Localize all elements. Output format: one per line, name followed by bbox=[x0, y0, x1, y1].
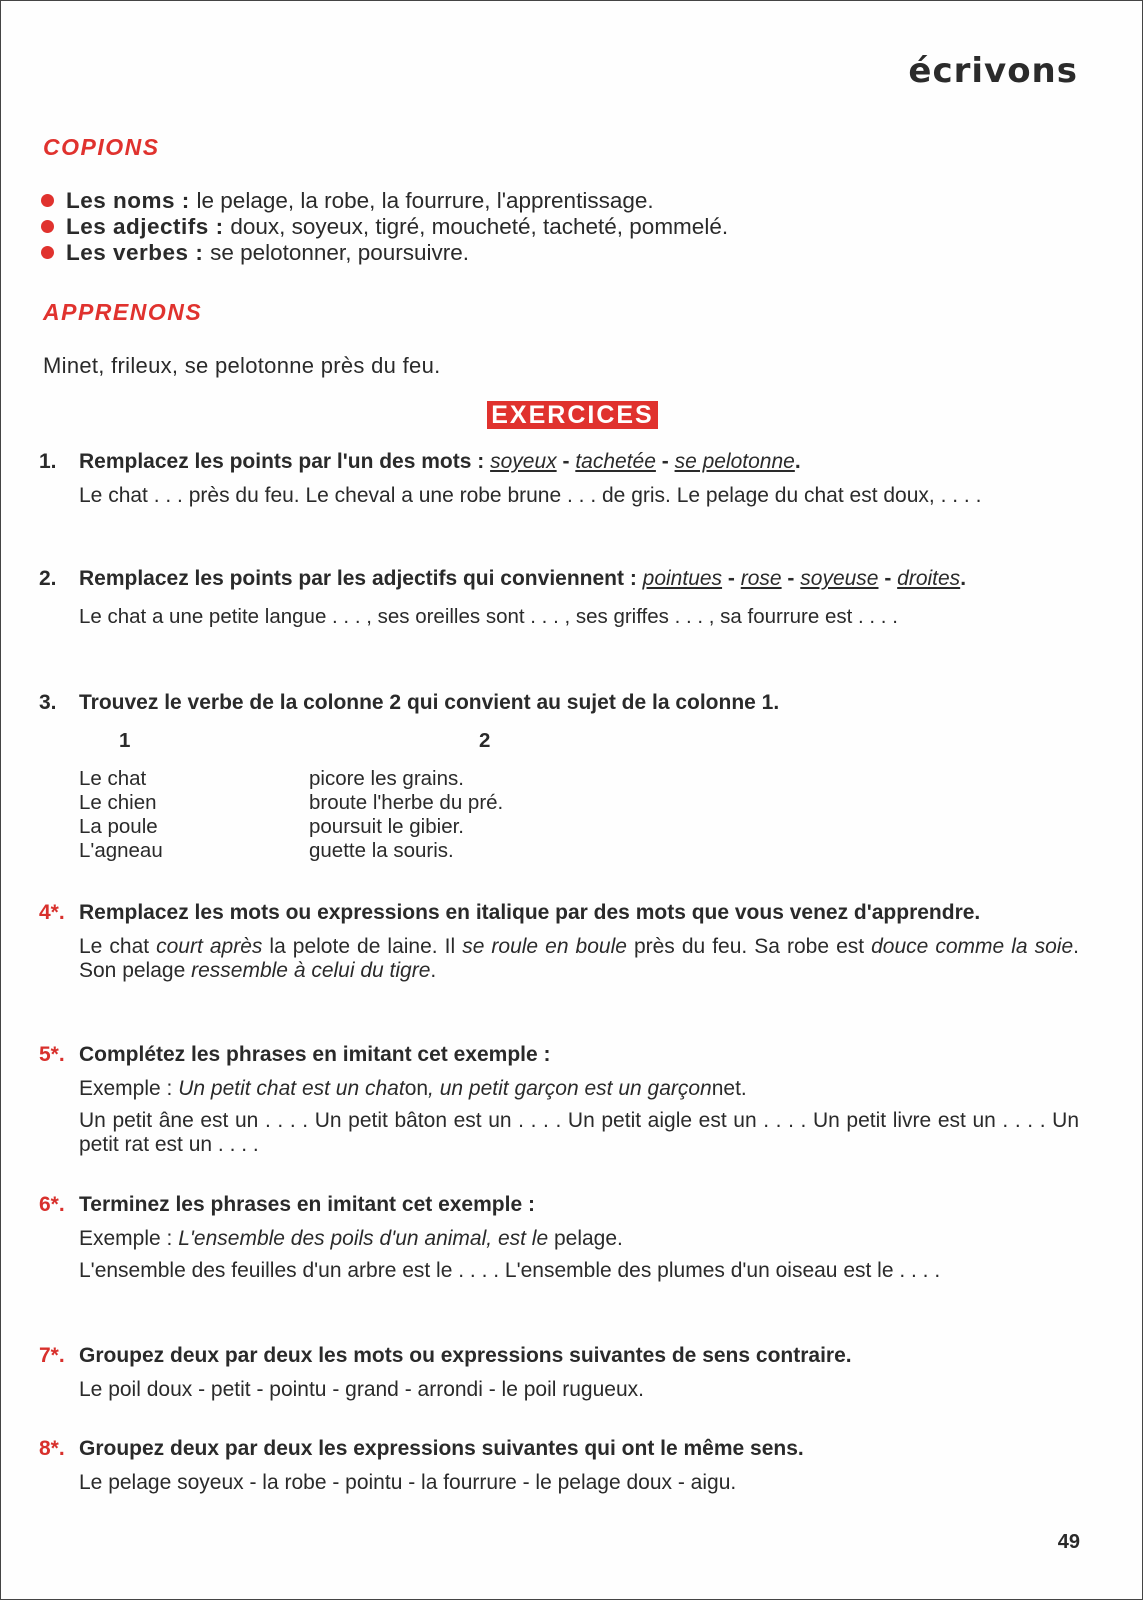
copions-row-adjectifs bbox=[41, 214, 728, 240]
word-option: se pelotonne bbox=[674, 450, 795, 473]
column-1-header: 1 bbox=[119, 729, 131, 752]
exercise-1 bbox=[39, 450, 1079, 508]
instruction-text: Trouvez le verbe de la colonne 2 qui convient au sujet de la colonne 1. bbox=[79, 691, 780, 714]
exercise-3-instruction bbox=[39, 691, 1079, 715]
text-run: la pelote de laine. Il bbox=[262, 935, 463, 958]
instruction-text: Terminez les phrases en imitant cet exemple : bbox=[79, 1193, 535, 1216]
exercices-title-wrap bbox=[1, 401, 1143, 429]
dash: - bbox=[781, 567, 801, 590]
example-line bbox=[79, 1227, 1079, 1251]
copions-row-noms bbox=[41, 188, 728, 214]
bullet-icon bbox=[41, 220, 54, 233]
copions-value: se pelotonner, poursuivre. bbox=[210, 240, 469, 265]
exercise-2-text: Le chat a une petite langue . . . , ses oreilles sont . . . , ses griffes . . . , sa fourrure est . . . . bbox=[79, 605, 898, 628]
word-option: soyeuse bbox=[800, 567, 879, 590]
exercise-6-text bbox=[39, 1227, 1079, 1283]
instruction-text: Groupez deux par deux les mots ou expressions suivantes de sens contraire. bbox=[79, 1344, 852, 1367]
exercise-1-text: Le chat . . . près du feu. Le cheval a une robe brune . . . de gris. Le pelage du chat est doux, . . . . bbox=[79, 484, 982, 507]
bullet-icon bbox=[41, 246, 54, 259]
exercise-number: 8*. bbox=[39, 1437, 65, 1460]
example-label: Exemple : bbox=[79, 1227, 179, 1250]
exercices-title: EXERCICES bbox=[487, 401, 657, 429]
text-run: pelage. bbox=[548, 1227, 623, 1250]
italic-run: est le bbox=[497, 1227, 549, 1250]
column-1-item: Le chat bbox=[79, 767, 147, 790]
dash: - bbox=[556, 450, 576, 473]
exercise-number: 3. bbox=[39, 691, 57, 714]
word-option: pointues bbox=[642, 567, 723, 590]
word-option: soyeux bbox=[490, 450, 557, 473]
exercise-1-instruction bbox=[39, 450, 1079, 474]
exercise-number: 2. bbox=[39, 567, 57, 590]
copions-value: le pelage, la robe, la fourrure, l'apprentissage. bbox=[196, 188, 654, 213]
copions-key: Les adjectifs bbox=[66, 214, 209, 239]
instruction-text: Remplacez les mots ou expressions en italique par des mots que vous venez d'apprendre. bbox=[79, 901, 981, 924]
exercise-number: 5*. bbox=[39, 1043, 65, 1066]
instruction-text: Remplacez les points par les adjectifs qui conviennent : bbox=[79, 567, 643, 590]
italic-run: douce comme la soie bbox=[871, 935, 1074, 958]
column-2-item: poursuit le gibier. bbox=[309, 815, 464, 838]
page-title: écrivons bbox=[908, 51, 1078, 91]
column-2-item: picore les grains. bbox=[309, 767, 464, 790]
exercise-number: 7*. bbox=[39, 1344, 65, 1367]
copions-sep: : bbox=[188, 240, 211, 265]
exercise-4 bbox=[39, 901, 1079, 983]
copions-row-verbes bbox=[41, 240, 728, 266]
apprenons-sentence: Minet, frileux, se pelotonne près du feu. bbox=[43, 353, 441, 378]
instruction-text: Remplacez les points par l'un des mots : bbox=[79, 450, 491, 473]
period: . bbox=[794, 450, 801, 473]
exercise-2-instruction bbox=[39, 567, 1079, 591]
column-2-item: guette la souris. bbox=[309, 839, 454, 862]
example-line bbox=[79, 1077, 1079, 1101]
copions-list bbox=[41, 188, 728, 266]
exercise-4-text bbox=[39, 935, 1079, 983]
italic-run: , bbox=[428, 1077, 440, 1100]
word-option: tachetée bbox=[575, 450, 656, 473]
word-option: rose bbox=[740, 567, 782, 590]
copions-heading: COPIONS bbox=[43, 134, 160, 160]
text-run: près du feu. Sa robe est bbox=[626, 935, 872, 958]
text-run: net. bbox=[711, 1077, 747, 1100]
word-option: droites bbox=[897, 567, 961, 590]
italic-run: , bbox=[486, 1227, 498, 1250]
exercise-8-text: Le pelage soyeux - la robe - pointu - la fourrure - le pelage doux - aigu. bbox=[79, 1471, 737, 1494]
column-1-item: L'agneau bbox=[79, 839, 163, 862]
apprenons-heading: APPRENONS bbox=[43, 299, 203, 325]
italic-run: Un petit chat est un chat bbox=[178, 1077, 405, 1100]
copions-sep: : bbox=[208, 214, 231, 239]
exercise-5-sentences: Un petit âne est un . . . . Un petit bâton est un . . . . Un petit aigle est un . . . . Un petit livre est un . . . . Un petit rat est un . . . . bbox=[79, 1109, 1079, 1156]
matching-columns bbox=[39, 729, 1079, 863]
exercise-3 bbox=[39, 691, 1079, 863]
dash: - bbox=[878, 567, 898, 590]
exercise-7-text: Le poil doux - petit - pointu - grand - arrondi - le poil rugueux. bbox=[79, 1378, 644, 1401]
exercise-7 bbox=[39, 1344, 1079, 1402]
text-run: Le chat bbox=[79, 935, 157, 958]
exercise-6-sentences: L'ensemble des feuilles d'un arbre est le . . . . L'ensemble des plumes d'un oiseau est le . . . . bbox=[79, 1259, 941, 1282]
copions-key: Les noms bbox=[66, 188, 176, 213]
exercise-8-instruction bbox=[39, 1437, 1079, 1461]
exercise-4-instruction bbox=[39, 901, 1079, 925]
bullet-icon bbox=[41, 194, 54, 207]
copions-sep: : bbox=[175, 188, 197, 213]
instruction-text: Groupez deux par deux les expressions suivantes qui ont le même sens. bbox=[79, 1437, 804, 1460]
copions-key: Les verbes bbox=[66, 240, 189, 265]
copions-value: doux, soyeux, tigré, moucheté, tacheté, pommelé. bbox=[230, 214, 729, 239]
italic-run: se roule en boule bbox=[462, 935, 627, 958]
exercise-number: 6*. bbox=[39, 1193, 65, 1216]
italic-run: ressemble à celui du tigre bbox=[191, 959, 431, 982]
column-2-item: broute l'herbe du pré. bbox=[309, 791, 504, 814]
italic-run: L'ensemble des poils d'un animal bbox=[178, 1227, 487, 1250]
exercise-5 bbox=[39, 1043, 1079, 1157]
dash: - bbox=[722, 567, 741, 590]
exercise-6 bbox=[39, 1193, 1079, 1283]
example-label: Exemple : bbox=[79, 1077, 179, 1100]
exercise-8 bbox=[39, 1437, 1079, 1495]
exercise-2 bbox=[39, 567, 1079, 629]
exercise-number: 1. bbox=[39, 450, 57, 473]
text-run: on bbox=[404, 1077, 429, 1100]
column-2-header: 2 bbox=[479, 729, 491, 752]
column-1-item: La poule bbox=[79, 815, 158, 838]
column-1-item: Le chien bbox=[79, 791, 157, 814]
text-run: . Son pelage bbox=[79, 935, 1079, 982]
exercise-5-text bbox=[39, 1077, 1079, 1157]
exercise-7-instruction bbox=[39, 1344, 1079, 1368]
exercise-5-instruction bbox=[39, 1043, 1079, 1067]
italic-run: un petit garçon est un garçon bbox=[439, 1077, 712, 1100]
exercise-number: 4*. bbox=[39, 901, 65, 924]
page-number: 49 bbox=[1057, 1531, 1080, 1553]
italic-run: court après bbox=[156, 935, 263, 958]
text-run: . bbox=[430, 959, 437, 982]
dash: - bbox=[655, 450, 675, 473]
period: . bbox=[960, 567, 967, 590]
exercise-6-instruction bbox=[39, 1193, 1079, 1217]
instruction-text: Complétez les phrases en imitant cet exemple : bbox=[79, 1043, 551, 1066]
